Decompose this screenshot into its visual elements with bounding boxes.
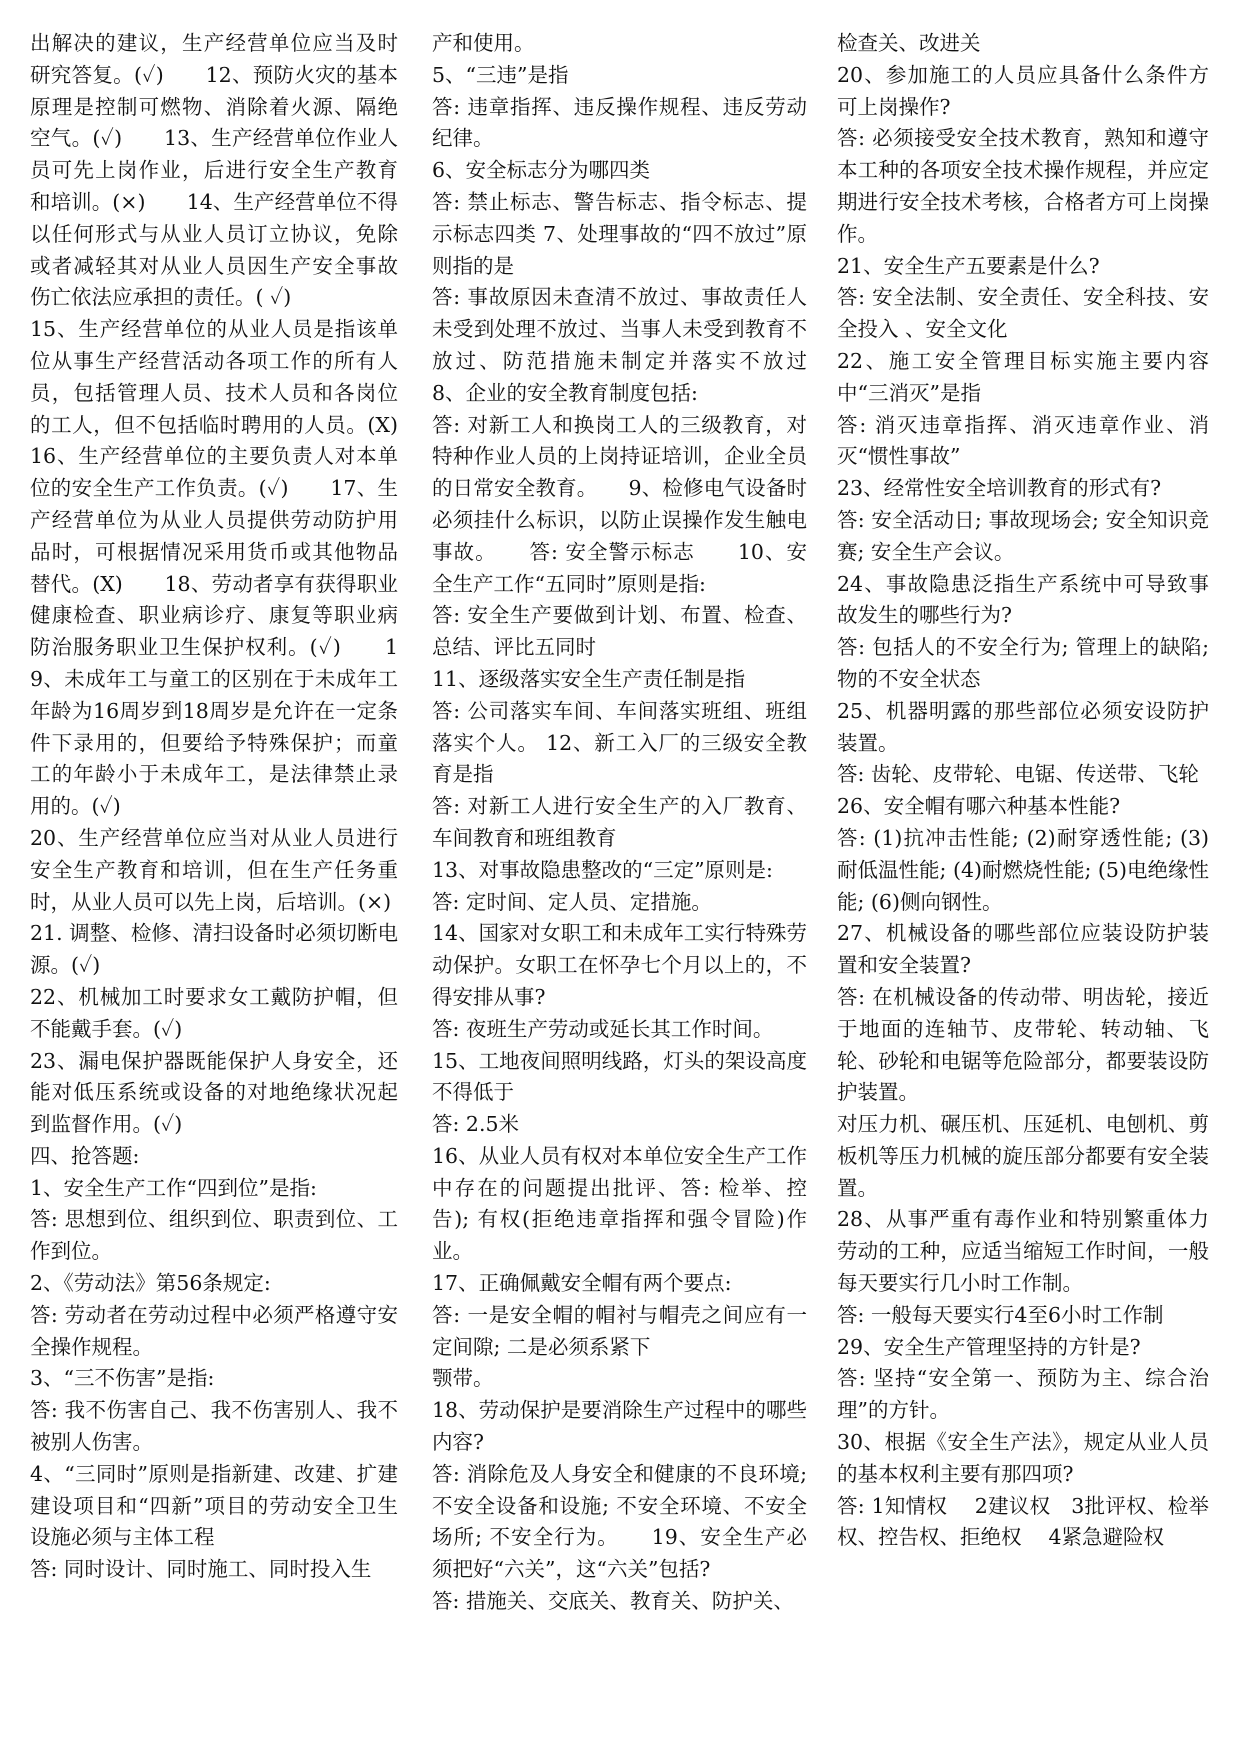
paragraph: 答: 措施关、交底关、教育关、防护关、 — [432, 1589, 794, 1614]
paragraph: 27、机械设备的哪些部位应装设防护装置和安全装置? — [837, 921, 1209, 978]
paragraph: 5、“三违”是指 — [432, 62, 569, 87]
paragraph: 答: 齿轮、皮带轮、电锯、传送带、飞轮 — [837, 762, 1199, 787]
paragraph: 产和使用。 — [432, 31, 535, 55]
paragraph: 检查关、改进关 — [837, 31, 981, 55]
paragraph: 1、安全生产工作“四到位”是指: — [30, 1175, 317, 1200]
paragraph: 23、漏电保护器既能保护人身安全，还能对低压系统或设备的对地绝缘状况起到监督作用。(✓) — [30, 1048, 398, 1137]
paragraph: 答: 必须接受安全技术教育，熟知和遵守本工种的各项安全技术操作规程，并应定期进行安全技术考核，合格者方可上岗操作。 — [837, 126, 1209, 246]
paragraph: 答: 我不伤害自己、我不伤害别人、我不被别人伤害。 — [30, 1398, 398, 1455]
paragraph: 答: 一是安全帽的帽衬与帽壳之间应有一定间隙; 二是必须系紧下 — [432, 1302, 807, 1359]
paragraph: 26、安全帽有哪六种基本性能? — [837, 794, 1121, 819]
paragraph: 21、安全生产五要素是什么? — [837, 253, 1100, 278]
paragraph: 答: 劳动者在劳动过程中必须严格遵守安全操作规程。 — [30, 1302, 398, 1359]
paragraph: 30、根据《安全生产法》，规定从业人员的基本权利主要有那四项? — [837, 1430, 1209, 1486]
paragraph: 答: 夜班生产劳动或延长其工作时间。 — [432, 1016, 774, 1041]
paragraph: 6、安全标志分为哪四类 — [432, 158, 651, 183]
paragraph: 答: 2.5米 — [432, 1112, 520, 1137]
section-heading: 四、抢答题: — [30, 1143, 140, 1168]
paragraph: 18、劳动保护是要消除生产过程中的哪些内容? — [432, 1398, 807, 1455]
text-column-1 — [30, 28, 439, 1586]
text-column-2 — [432, 28, 848, 1618]
paragraph: 答: 消灭违章指挥、消灭违章作业、消灭“惯性事故” — [837, 412, 1209, 469]
paragraph: 答: 对新工人进行安全生产的入厂教育、车间教育和班组教育 — [432, 794, 807, 850]
paragraph: 24、事故隐患泛指生产系统中可导致事故发生的哪些行为? — [837, 571, 1209, 628]
paragraph: 25、机器明露的那些部位必须安设防护装置。 — [837, 698, 1209, 755]
paragraph: 13、对事故隐患整改的“三定”原则是: — [432, 857, 773, 882]
paragraph: 答: 安全生产要做到计划、布置、检查、总结、评比五同时 — [432, 603, 807, 660]
paragraph: 出解决的建议，生产经营单位应当及时研究答复。(✓) 12、预防火灾的基本原理是控制可燃物、消除着火源、隔绝空气。(✓) 13、生产经营单位作业人员可先上岗作业，后进行安全生产教育和培训。(×) 14、生产经营单位不得以任何形式与从业人员订立协议，免除或者减轻其对从业人员因生产安全事故伤亡依法应承担的责任。( ✓) — [30, 31, 398, 310]
text-column-3 — [837, 28, 1209, 1554]
paragraph: 答: 违章指挥、违反操作规程、违反劳动纪律。 — [432, 94, 807, 151]
paragraph: 答: 坚持“安全第一、预防为主、综合治理”的方针。 — [837, 1366, 1209, 1423]
paragraph: 20、生产经营单位应当对从业人员进行安全生产教育和培训，但在生产任务重时，从业人员可以先上岗，后培训。(×) — [30, 825, 398, 914]
paragraph: 2、《劳动法》第56条规定: — [30, 1271, 271, 1296]
paragraph: 答: 消除危及人身安全和健康的不良环境; 不安全设备和设施; 不安全环境、不安全场所; 不安全行为。 19、安全生产必须把好“六关”，这“六关”包括? — [432, 1461, 807, 1582]
paragraph: 22、施工安全管理目标实施主要内容中“三消灭”是指 — [837, 348, 1209, 405]
paragraph: 答: 1知情权 2建议权 3批评权、检举权、控告权、拒绝权 4紧急避险权 — [837, 1493, 1209, 1550]
paragraph: 答: 公司落实车间、车间落实班组、班组落实个人。 12、新工入厂的三级安全教育是指 — [432, 698, 807, 787]
paragraph: 3、“三不伤害”是指: — [30, 1366, 215, 1391]
paragraph: 答: 包括人的不安全行为; 管理上的缺陷; 物的不安全状态 — [837, 635, 1209, 691]
paragraph: 23、经常性安全培训教育的形式有? — [837, 476, 1162, 501]
paragraph: 4、“三同时”原则是指新建、改建、扩建建设项目和“四新”项目的劳动安全卫生设施必须与主体工程 — [30, 1461, 398, 1550]
paragraph: 17、正确佩戴安全帽有两个要点: — [432, 1271, 732, 1296]
paragraph: 22、机械加工时要求女工戴防护帽，但不能戴手套。(✓) — [30, 984, 398, 1041]
paragraph: 答: 在机械设备的传动带、明齿轮，接近于地面的连轴节、皮带轮、转动轴、飞轮、砂轮和电锯等危险部分，都要装设防护装置。 — [837, 984, 1209, 1105]
paragraph: 14、国家对女职工和未成年工实行特殊劳动保护。女职工在怀孕七个月以上的，不得安排从事? — [432, 921, 807, 1009]
paragraph: 答: 同时设计、同时施工、同时投入生 — [30, 1557, 372, 1582]
paragraph: 对压力机、碾压机、压延机、电刨机、剪板机等压力机械的旋压部分都要有安全装置。 — [837, 1112, 1209, 1200]
paragraph: 15、生产经营单位的从业人员是指该单位从事生产经营活动各项工作的所有人员，包括管理人员、技术人员和各岗位的工人，但不包括临时聘用的人员。(X) 16、生产经营单位的主要负责人对本单位的安全生产工作负责。(✓) 17、生产经营单位为从业人员提供劳动防护用品时，可根据情况采用货币或其他物品替代。(X) 18、劳动者享有获得职业健康检查、职业病诊疗、康复等职业病防治服务职业卫生保护权利。(✓) 19、未成年工与童工的区别在于未成年工年龄为16周岁到18周岁是允许在一定条件下录用的，但要给予特殊保护；而童工的年龄小于未成年工，是法律禁止录用的。(✓) — [30, 317, 439, 819]
paragraph: 21. 调整、检修、清扫设备时必须切断电源。(✓) — [30, 921, 398, 978]
paragraph: 答: 禁止标志、警告标志、指令标志、提示标志四类 7、处理事故的“四不放过”原则指的是 — [432, 189, 807, 278]
paragraph: 29、安全生产管理坚持的方针是? — [837, 1334, 1141, 1359]
paragraph: 答: 安全法制、安全责任、安全科技、安全投入 、安全文化 — [837, 285, 1209, 342]
paragraph: 答: 定时间、定人员、定措施。 — [432, 889, 712, 914]
paragraph: 答: (1)抗冲击性能; (2)耐穿透性能; (3)耐低温性能; (4)耐燃烧性能; (5)电绝缘性能; (6)侧向钢性。 — [837, 825, 1209, 914]
paragraph: 答: 事故原因未查清不放过、事故责任人未受到处理不放过、当事人未受到教育不放过、防范措施未制定并落实不放过 8、企业的安全教育制度包括: — [432, 285, 848, 405]
paragraph: 11、逐级落实安全生产责任制是指 — [432, 666, 746, 691]
paragraph: 颚带。 — [432, 1366, 494, 1391]
paragraph: 15、工地夜间照明线路，灯头的架设高度不得低于 — [432, 1048, 807, 1105]
paragraph: 28、从事严重有毒作业和特别繁重体力劳动的工种，应适当缩短工作时间，一般每天要实行几小时工作制。 — [837, 1207, 1209, 1296]
paragraph: 答: 一般每天要实行4至6小时工作制 — [837, 1302, 1164, 1327]
paragraph: 20、参加施工的人员应具备什么条件方可上岗操作? — [837, 62, 1209, 119]
paragraph: 答: 安全活动日; 事故现场会; 安全知识竞赛; 安全生产会议。 — [837, 507, 1209, 564]
paragraph: 答: 思想到位、组织到位、职责到位、工作到位。 — [30, 1207, 398, 1264]
paragraph: 16、从业人员有权对本单位安全生产工作中存在的问题提出批评、答: 检举、控告); 有权(拒绝违章指挥和强令冒险)作业。 — [432, 1143, 807, 1264]
paragraph: 答: 对新工人和换岗工人的三级教育，对特种作业人员的上岗持证培训，企业全员的日常安全教育。 9、检修电气设备时必须挂什么标识，以防止误操作发生触电事故。 答: 安全警示标志 10、安全生产工作“五同时”原则是指: — [432, 412, 807, 596]
